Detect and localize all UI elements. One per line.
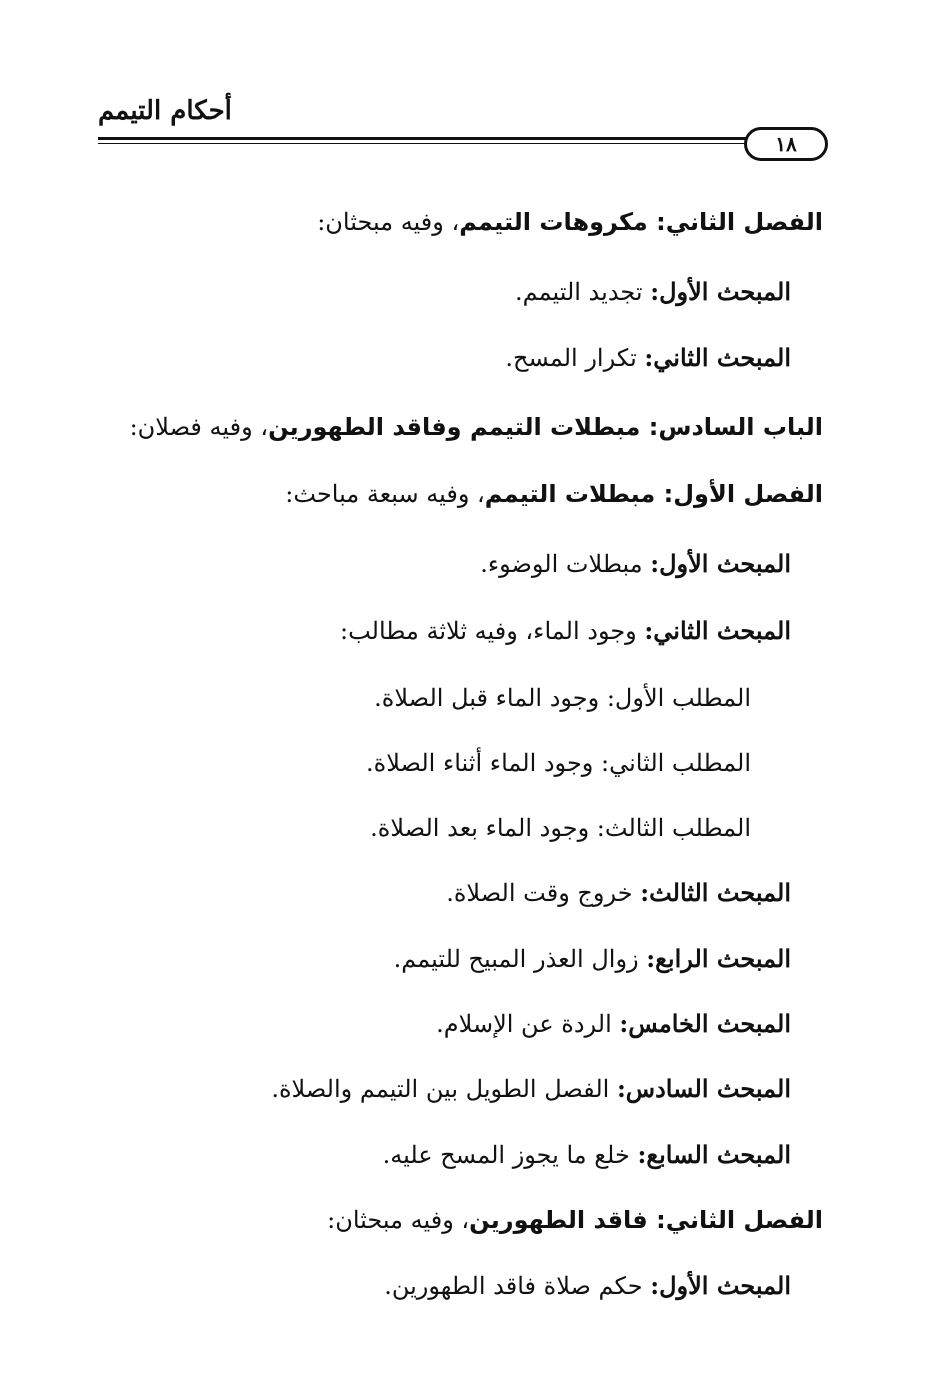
toc-heading: المبحث السابع:: [637, 1140, 791, 1169]
toc-section-line: [383, 1141, 791, 1170]
toc-text: وجود الماء، وفيه ثلاثة مطالب:: [340, 617, 645, 645]
toc-text: مبطلات الوضوء.: [480, 550, 651, 578]
toc-text: زوال العذر المبيح للتيمم.: [393, 945, 647, 973]
toc-subsection-line: [374, 684, 751, 713]
toc-chapter-line: [327, 1206, 823, 1235]
toc-text: المطلب الأول: وجود الماء قبل الصلاة.: [374, 684, 751, 712]
toc-text: الفصل الطويل بين التيمم والصلاة.: [271, 1075, 617, 1103]
toc-text: ، وفيه فصلان:: [129, 413, 269, 441]
toc-text: حكم صلاة فاقد الطهورين.: [384, 1272, 651, 1300]
toc-text: تجديد التيمم.: [514, 278, 651, 306]
toc-heading: المبحث الخامس:: [619, 1009, 791, 1038]
page-number: ١٨: [775, 132, 797, 156]
toc-heading: المبحث الثاني:: [644, 616, 791, 645]
toc-heading: المبحث الأول:: [650, 1271, 791, 1300]
toc-section-line: [384, 1272, 791, 1301]
toc-heading: الفصل الثاني: فاقد الطهورين: [469, 1206, 823, 1234]
toc-heading: المبحث السادس:: [616, 1074, 791, 1103]
toc-section-line: [515, 278, 791, 307]
toc-section-line: [505, 344, 791, 373]
toc-heading: المبحث الثالث:: [640, 878, 791, 907]
toc-subsection-line: [366, 749, 751, 778]
running-header-title: أحكام التيمم: [98, 96, 232, 126]
toc-section-line: [436, 1010, 791, 1039]
toc-text: المطلب الثاني: وجود الماء أثناء الصلاة.: [366, 749, 751, 777]
toc-text: خروج وقت الصلاة.: [446, 879, 641, 907]
toc-heading: الفصل الثاني: مكروهات التيمم: [459, 208, 823, 236]
toc-text: المطلب الثالث: وجود الماء بعد الصلاة.: [370, 814, 751, 842]
toc-text: ، وفيه سبعة مباحث:: [285, 480, 485, 508]
toc-section-line: [480, 550, 791, 579]
toc-subsection-line: [370, 814, 751, 843]
toc-section-line: [446, 879, 791, 908]
toc-text: ، وفيه مبحثان:: [327, 1206, 470, 1234]
toc-heading: الباب السادس: مبطلات التيمم وفاقد الطهورين: [268, 413, 823, 441]
toc-heading: المبحث الأول:: [650, 549, 791, 578]
toc-text: ، وفيه مبحثان:: [317, 208, 460, 236]
toc-text: الردة عن الإسلام.: [436, 1010, 620, 1038]
toc-section-line: [340, 617, 791, 646]
header-rule-thin: [98, 143, 750, 144]
toc-heading: المبحث الأول:: [650, 277, 791, 306]
toc-text: خلع ما يجوز المسح عليه.: [382, 1141, 638, 1169]
header-rule-thick: [98, 137, 750, 140]
toc-chapter-line: [317, 208, 823, 237]
toc-chapter-line: [285, 480, 823, 509]
toc-part-line: [130, 413, 823, 442]
toc-text: تكرار المسح.: [505, 344, 645, 372]
toc-section-line: [271, 1075, 791, 1104]
toc-section-line: [394, 945, 791, 974]
page-number-badge: [744, 127, 828, 161]
toc-heading: الفصل الأول: مبطلات التيمم: [484, 480, 823, 508]
toc-heading: المبحث الرابع:: [646, 944, 791, 973]
toc-heading: المبحث الثاني:: [644, 343, 791, 372]
